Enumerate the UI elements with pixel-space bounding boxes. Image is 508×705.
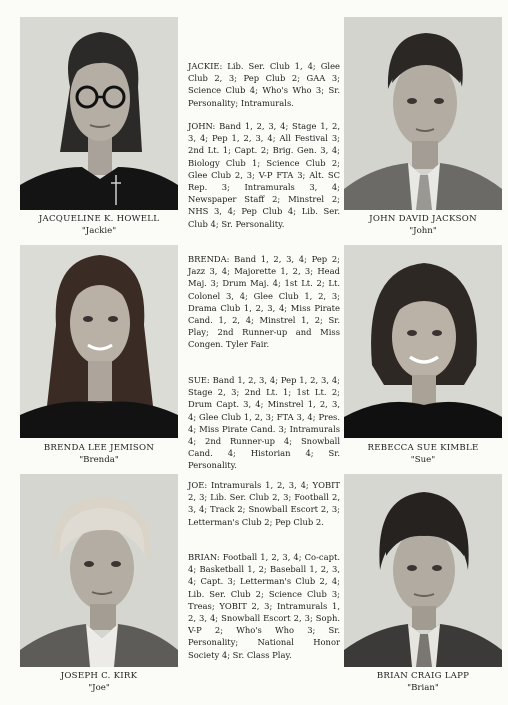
bio-brenda	[188, 253, 340, 351]
bio-jackie	[188, 60, 340, 109]
student-name: JACQUELINE K. HOWELL	[38, 214, 160, 224]
student-nickname: "John"	[409, 226, 437, 236]
bio-john	[188, 120, 340, 230]
student-nickname: "Sue"	[410, 455, 436, 465]
student-name: BRENDA LEE JEMISON	[43, 443, 155, 453]
activities-text: SUE: Band 1, 2, 3, 4; Pep 1, 2, 3, 4; Stage 2, 3; 2nd Lt. 1; 1st Lt. 2; Drum Capt. 3, 4; Minstrel 1, 2, 3, 4; Glee Club 1, 2, 3; FTA 3, 4; Pres. 4; Miss Pirate Cand. 3; Intramurals 4; 2nd Runner-up 4; Snowball Cand. 4; Historian 4; Sr. Personality.	[188, 375, 340, 471]
photo-john-jackson	[344, 17, 502, 210]
activities-text: BRENDA: Band 1, 2, 3, 4; Pep 2; Jazz 3, 4; Majorette 1, 2, 3; Head Maj. 3; Drum Maj. 4; 1st Lt. 2; Lt. Colonel 3, 4; Glee Club 1, 2, 3; Drama Club 1, 2, 3, 4; Miss Pirate Cand. 1, 2, 4; Minstrel 1, 2; Sr. Play; 2nd Runner-up and Miss Congen. Tyler Fair.	[188, 254, 340, 350]
student-nickname: "Brenda"	[79, 455, 119, 465]
photo-joseph-kirk	[20, 474, 178, 667]
student-name: JOHN DAVID JACKSON	[369, 214, 477, 224]
student-name: REBECCA SUE KIMBLE	[367, 443, 479, 453]
bio-brian	[188, 551, 340, 661]
bio-joe	[188, 479, 340, 528]
activities-text: JOHN: Band 1, 2, 3, 4; Stage 1, 2, 3, 4; Pep 1, 2, 3, 4; All Festival 3; 2nd Lt. 1; Capt. 2; Brig. Gen. 3, 4; Biology Club 1; Science Club 2; Glee Club 2, 3; V-P FTA 3; Alt. SC Rep. 3; Intramurals 3, 4; Newspaper Staff 2; Minstrel 2; NHS 3, 4; Pep Club 4; Lib. Ser. Club 4; Sr. Personality.	[188, 121, 340, 229]
student-nickname: "Joe"	[88, 683, 110, 693]
activities-text: JACKIE: Lib. Ser. Club 1, 4; Glee Club 2, 3; Pep Club 2; GAA 3; Science Club 4; Who's Who 3; Sr. Personality; Intramurals.	[188, 61, 340, 108]
student-name: JOSEPH C. KIRK	[60, 671, 138, 681]
bio-sue	[188, 374, 340, 472]
student-name: BRIAN CRAIG LAPP	[376, 671, 470, 681]
activities-text: JOE: Intramurals 1, 2, 3, 4; YOBIT 2, 3; Lib. Ser. Club 2, 3; Football 2, 3, 4; Track 2; Snowball Escort 2, 3; Letterman's Club 2; Pep Club 2.	[188, 480, 340, 527]
student-nickname: "Brian"	[407, 683, 439, 693]
photo-brian-lapp	[344, 474, 502, 667]
photo-rebecca-kimble	[344, 245, 502, 438]
photo-brenda-jemison	[20, 245, 178, 438]
photo-jacqueline-howell	[20, 17, 178, 210]
student-nickname: "Jackie"	[81, 226, 117, 236]
activities-text: BRIAN: Football 1, 2, 3, 4; Co-capt. 4; Basketball 1, 2; Baseball 1, 2, 3, 4; Capt. 3; Letterman's Club 2, 4; Lib. Ser. Club 2; Science Club 3; Treas; YOBIT 2, 3; Intramurals 1, 2, 3, 4; Snowball Escort 2, 3; Soph. V-P 2; Who's Who 3; Sr. Personality; National Honor Society 4; Sr. Class Play.	[188, 552, 340, 660]
